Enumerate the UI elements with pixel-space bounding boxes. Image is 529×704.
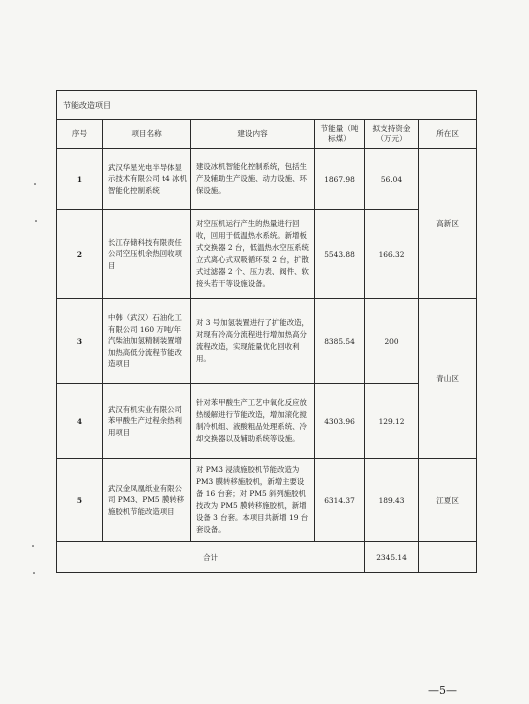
row-content: 对 PM3 浸渍施胶机节能改造为 PM3 膜转移施胶机，新增主要设备 16 台套；对 PM5 斜列施胶机技改为 PM5 膜转移施胶机，新增设备 3 台套。本项目共新增 19 台套设备。 bbox=[191, 459, 315, 542]
scan-speck bbox=[33, 572, 35, 574]
table-row bbox=[57, 149, 477, 210]
table-header-row bbox=[57, 120, 477, 149]
row-seq: 1 bbox=[57, 149, 103, 210]
row-seq: 3 bbox=[57, 299, 103, 384]
row-seq: 5 bbox=[57, 459, 103, 542]
row-name: 武汉金凤凰纸业有限公司 PM3、PM5 膜转移施胶机节能改造项目 bbox=[103, 459, 191, 542]
row-seq: 2 bbox=[57, 210, 103, 299]
total-row bbox=[57, 542, 477, 573]
total-empty-cell bbox=[419, 542, 477, 573]
row-funding: 56.04 bbox=[365, 149, 419, 210]
header-seq: 序号 bbox=[57, 120, 103, 149]
row-funding: 129.12 bbox=[365, 384, 419, 459]
row-energy: 4303.96 bbox=[315, 384, 365, 459]
scan-speck bbox=[34, 183, 36, 185]
district-cell: 青山区 bbox=[419, 299, 477, 459]
header-energy: 节能量（吨标煤） bbox=[315, 120, 365, 149]
row-energy: 5543.88 bbox=[315, 210, 365, 299]
row-funding: 166.32 bbox=[365, 210, 419, 299]
energy-project-table bbox=[56, 90, 477, 573]
district-cell: 高新区 bbox=[419, 149, 477, 299]
row-name: 长江存储科技有限责任公司空压机余热回收项目 bbox=[103, 210, 191, 299]
row-content: 针对苯甲酸生产工艺中氧化反应放热缓解进行节能改造，增加滚化搅制冷机组、液酸粗品处理系统、冷却交换器以及辅助系统等设施。 bbox=[191, 384, 315, 459]
header-funding: 拟支持资金（万元） bbox=[365, 120, 419, 149]
scan-speck bbox=[35, 220, 37, 222]
total-value: 2345.14 bbox=[365, 542, 419, 573]
page-number: —5— bbox=[428, 684, 457, 697]
scan-speck bbox=[32, 545, 34, 547]
header-district: 所在区 bbox=[419, 120, 477, 149]
header-content: 建设内容 bbox=[191, 120, 315, 149]
table-row bbox=[57, 210, 477, 299]
row-content: 对 3 号加氢装置进行了扩能改造，对现有冷高分流程进行增加热高分流程改造，实现能量优化回收利用。 bbox=[191, 299, 315, 384]
row-name: 武汉有机实业有限公司苯甲酸生产过程余热利用项目 bbox=[103, 384, 191, 459]
row-name: 武汉华星光电半导体显示技术有限公司 t4 冰机智能化控制系统 bbox=[103, 149, 191, 210]
row-funding: 200 bbox=[365, 299, 419, 384]
table-row bbox=[57, 459, 477, 542]
row-seq: 4 bbox=[57, 384, 103, 459]
district-cell: 江夏区 bbox=[419, 459, 477, 542]
row-funding: 189.43 bbox=[365, 459, 419, 542]
row-content: 对空压机运行产生的热量进行回收，回用于低温热水系统。新增板式交换器 2 台，低温热水空压系统立式离心式双吸循环泵 2 台，扩散式过滤器 2 个、压力表、阀件、软接头若干等设施设备。 bbox=[191, 210, 315, 299]
section-title: 节能改造项目 bbox=[57, 91, 477, 120]
row-name: 中韩（武汉）石油化工有限公司 160 万吨/年汽柴油加氢精制装置增加热高低分流程节能改造项目 bbox=[103, 299, 191, 384]
row-energy: 8385.54 bbox=[315, 299, 365, 384]
total-label: 合计 bbox=[57, 542, 365, 573]
table-row bbox=[57, 299, 477, 384]
row-content: 建设冰机智能化控制系统，包括生产及辅助生产设施、动力设施、环保设施。 bbox=[191, 149, 315, 210]
table-row bbox=[57, 384, 477, 459]
row-energy: 6314.37 bbox=[315, 459, 365, 542]
row-energy: 1867.98 bbox=[315, 149, 365, 210]
header-name: 项目名称 bbox=[103, 120, 191, 149]
